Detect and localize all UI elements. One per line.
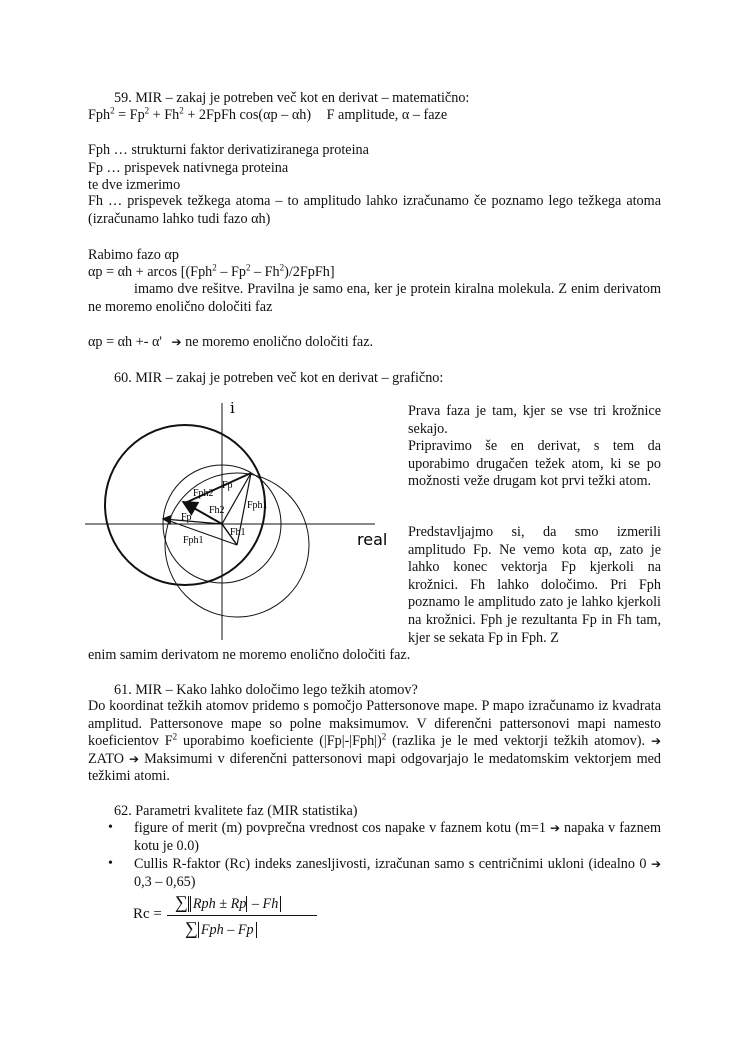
arrow-right-icon: ➔ [171, 335, 182, 349]
q60-para2: Pripravimo še en derivat, s tem da uporabimo drugačen težek atom, ki se po možnosti veže drugam kot prvi težki atom. [408, 438, 661, 490]
superscript: 2 [245, 262, 251, 273]
q61-body [88, 698, 661, 786]
definition-fh: Fh … prispevek težkega atoma – to amplitudo lahko izračunamo če poznamo lego težkega atoma (izračunamo lahko tudi fazo αh) [88, 193, 661, 227]
q60-para1: Prava faza je tam, kjer se vse tri krožnice sekajo. [408, 403, 661, 437]
superscript: 2 [172, 731, 178, 742]
axis-label-real: real [357, 530, 388, 549]
arrow-right-icon: ➔ [650, 857, 662, 871]
q61-heading: 61. MIR – Kako lahko določimo lego težkih atomov? [114, 682, 418, 698]
body-text: Maksimumi v diferenčni pattersonovi mapi odgovarjajo le medatomskim vektorjem med težkimi atomi. [88, 750, 662, 785]
q59-formula [88, 106, 447, 124]
body-text: Cullis R-faktor (Rc) indeks zanesljivosti, izračunan samo s centričnimi ukloni (idealno 0 [134, 856, 647, 872]
fraction-numerator [175, 892, 281, 913]
label-fp-top: Fp [222, 480, 233, 491]
body-text: figure of merit (m) povprečna vrednost cos napake v faznem kotu (m=1 [134, 820, 546, 836]
arcos-formula [88, 263, 335, 281]
formula-text: – Fp [216, 264, 246, 280]
formula-text: αp = αh +- α' [88, 334, 162, 350]
formula-text: + Fh [149, 107, 180, 123]
circle-fph2 [105, 425, 265, 585]
formula-text: = Fp [114, 107, 145, 123]
label-fph1-left: Fph1 [183, 535, 204, 546]
formula-note: F amplitude, α – faze [326, 107, 448, 123]
label-fph1-right: Fph1 [247, 500, 268, 511]
formula-text: + 2FpFh cos(αp – αh) [183, 107, 312, 123]
ambiguity-text: ne moremo enolično določiti faz. [185, 334, 374, 350]
measure-note: te dve izmerimo [88, 177, 181, 193]
label-fph2: Fph2 [193, 488, 214, 499]
body-text: uporabimo koeficiente (|Fp|-|Fph|) [177, 733, 382, 750]
definition-fp: Fp … prispevek nativnega proteina [88, 160, 289, 176]
q60-para3: Predstavljajmo si, da smo izmerili amplitudo Fp. Ne vemo kota αp, zato je lahko konec vektorja Fp kjerkoli na krožnici. Fh lahko določimo. Pri Fph poznamo le amplitudo zato je lahko kjerkoli na krožnici. Fph je rezultanta Fp in Fh tam, kjer se sekata Fp in Fph. Z [408, 524, 661, 646]
list-item-text [134, 856, 661, 891]
bullet-icon: • [108, 820, 113, 835]
superscript: 2 [279, 262, 285, 273]
arrow-right-icon: ➔ [549, 821, 561, 835]
fraction-denominator [185, 918, 257, 939]
superscript: 2 [381, 731, 387, 742]
numerator-inner: Rph ± Rp [192, 896, 247, 912]
q60-heading: 60. MIR – zakaj je potreben več kot en derivat – grafično: [114, 370, 444, 386]
arrow-right-icon: ➔ [129, 751, 140, 766]
superscript: 2 [110, 105, 115, 116]
body-text: (razlika je le med vektorji težkih atomov). [386, 733, 646, 750]
ambiguity-line [88, 333, 373, 351]
fraction-bar [167, 915, 317, 916]
q59-heading: 59. MIR – zakaj je potreben več kot en derivat – matematično: [114, 90, 470, 106]
label-fp-left: Fp [181, 512, 192, 523]
sum-symbol: ∑ [185, 918, 198, 938]
axis-label-imaginary: i [230, 399, 235, 417]
q62-heading: 62. Parametri kvalitete faz (MIR statistika) [114, 803, 358, 819]
body-text: 0,3 – 0,65) [134, 873, 196, 890]
denominator-inner: Fph – Fp [198, 922, 257, 938]
formula-text: – Fh [250, 264, 280, 280]
two-solutions-paragraph: imamo dve rešitve. Pravilna je samo ena, ker je protein kiralna molekula. Z enim derivatom ne moremo enolično določiti faz [88, 281, 661, 315]
arrow-right-icon: ➔ [650, 734, 662, 749]
q60-para3-end: enim samim derivatom ne moremo enolično določiti faz. [88, 647, 411, 663]
harker-diagram [85, 395, 395, 645]
label-fh1: Fh1 [230, 527, 246, 538]
body-text: napaka v faznem kotu je 0.0) [134, 820, 662, 854]
numerator-tail: – Fh [248, 896, 281, 912]
list-item-text [134, 820, 661, 855]
body-text: Do koordinat težkih atomov pridemo s pomočjo Pattersonove mape. P mapo izračunamo iz kvadrata amplitud. Pattersonove mape so polne maksimumov. V diferenčni pattersonovi mapi namesto koeficientov F [88, 698, 661, 750]
formula-text: αp = αh + arcos [(Fph [88, 264, 213, 280]
label-fh2: Fh2 [209, 505, 225, 516]
definition-fph: Fph … strukturni faktor derivatiziranega proteina [88, 142, 369, 158]
need-phase-line: Rabimo fazo αp [88, 247, 179, 263]
cullis-r-formula [133, 890, 333, 942]
formula-text: Fph [88, 107, 111, 123]
superscript: 2 [179, 105, 184, 116]
superscript: 2 [212, 262, 217, 273]
superscript: 2 [144, 105, 150, 116]
sum-symbol: ∑ [175, 892, 188, 912]
formula-lhs: Rc = [133, 906, 162, 922]
bullet-icon: • [108, 856, 113, 871]
formula-text: )/2FpFh] [284, 264, 335, 280]
zato-text: ZATO [88, 750, 124, 767]
